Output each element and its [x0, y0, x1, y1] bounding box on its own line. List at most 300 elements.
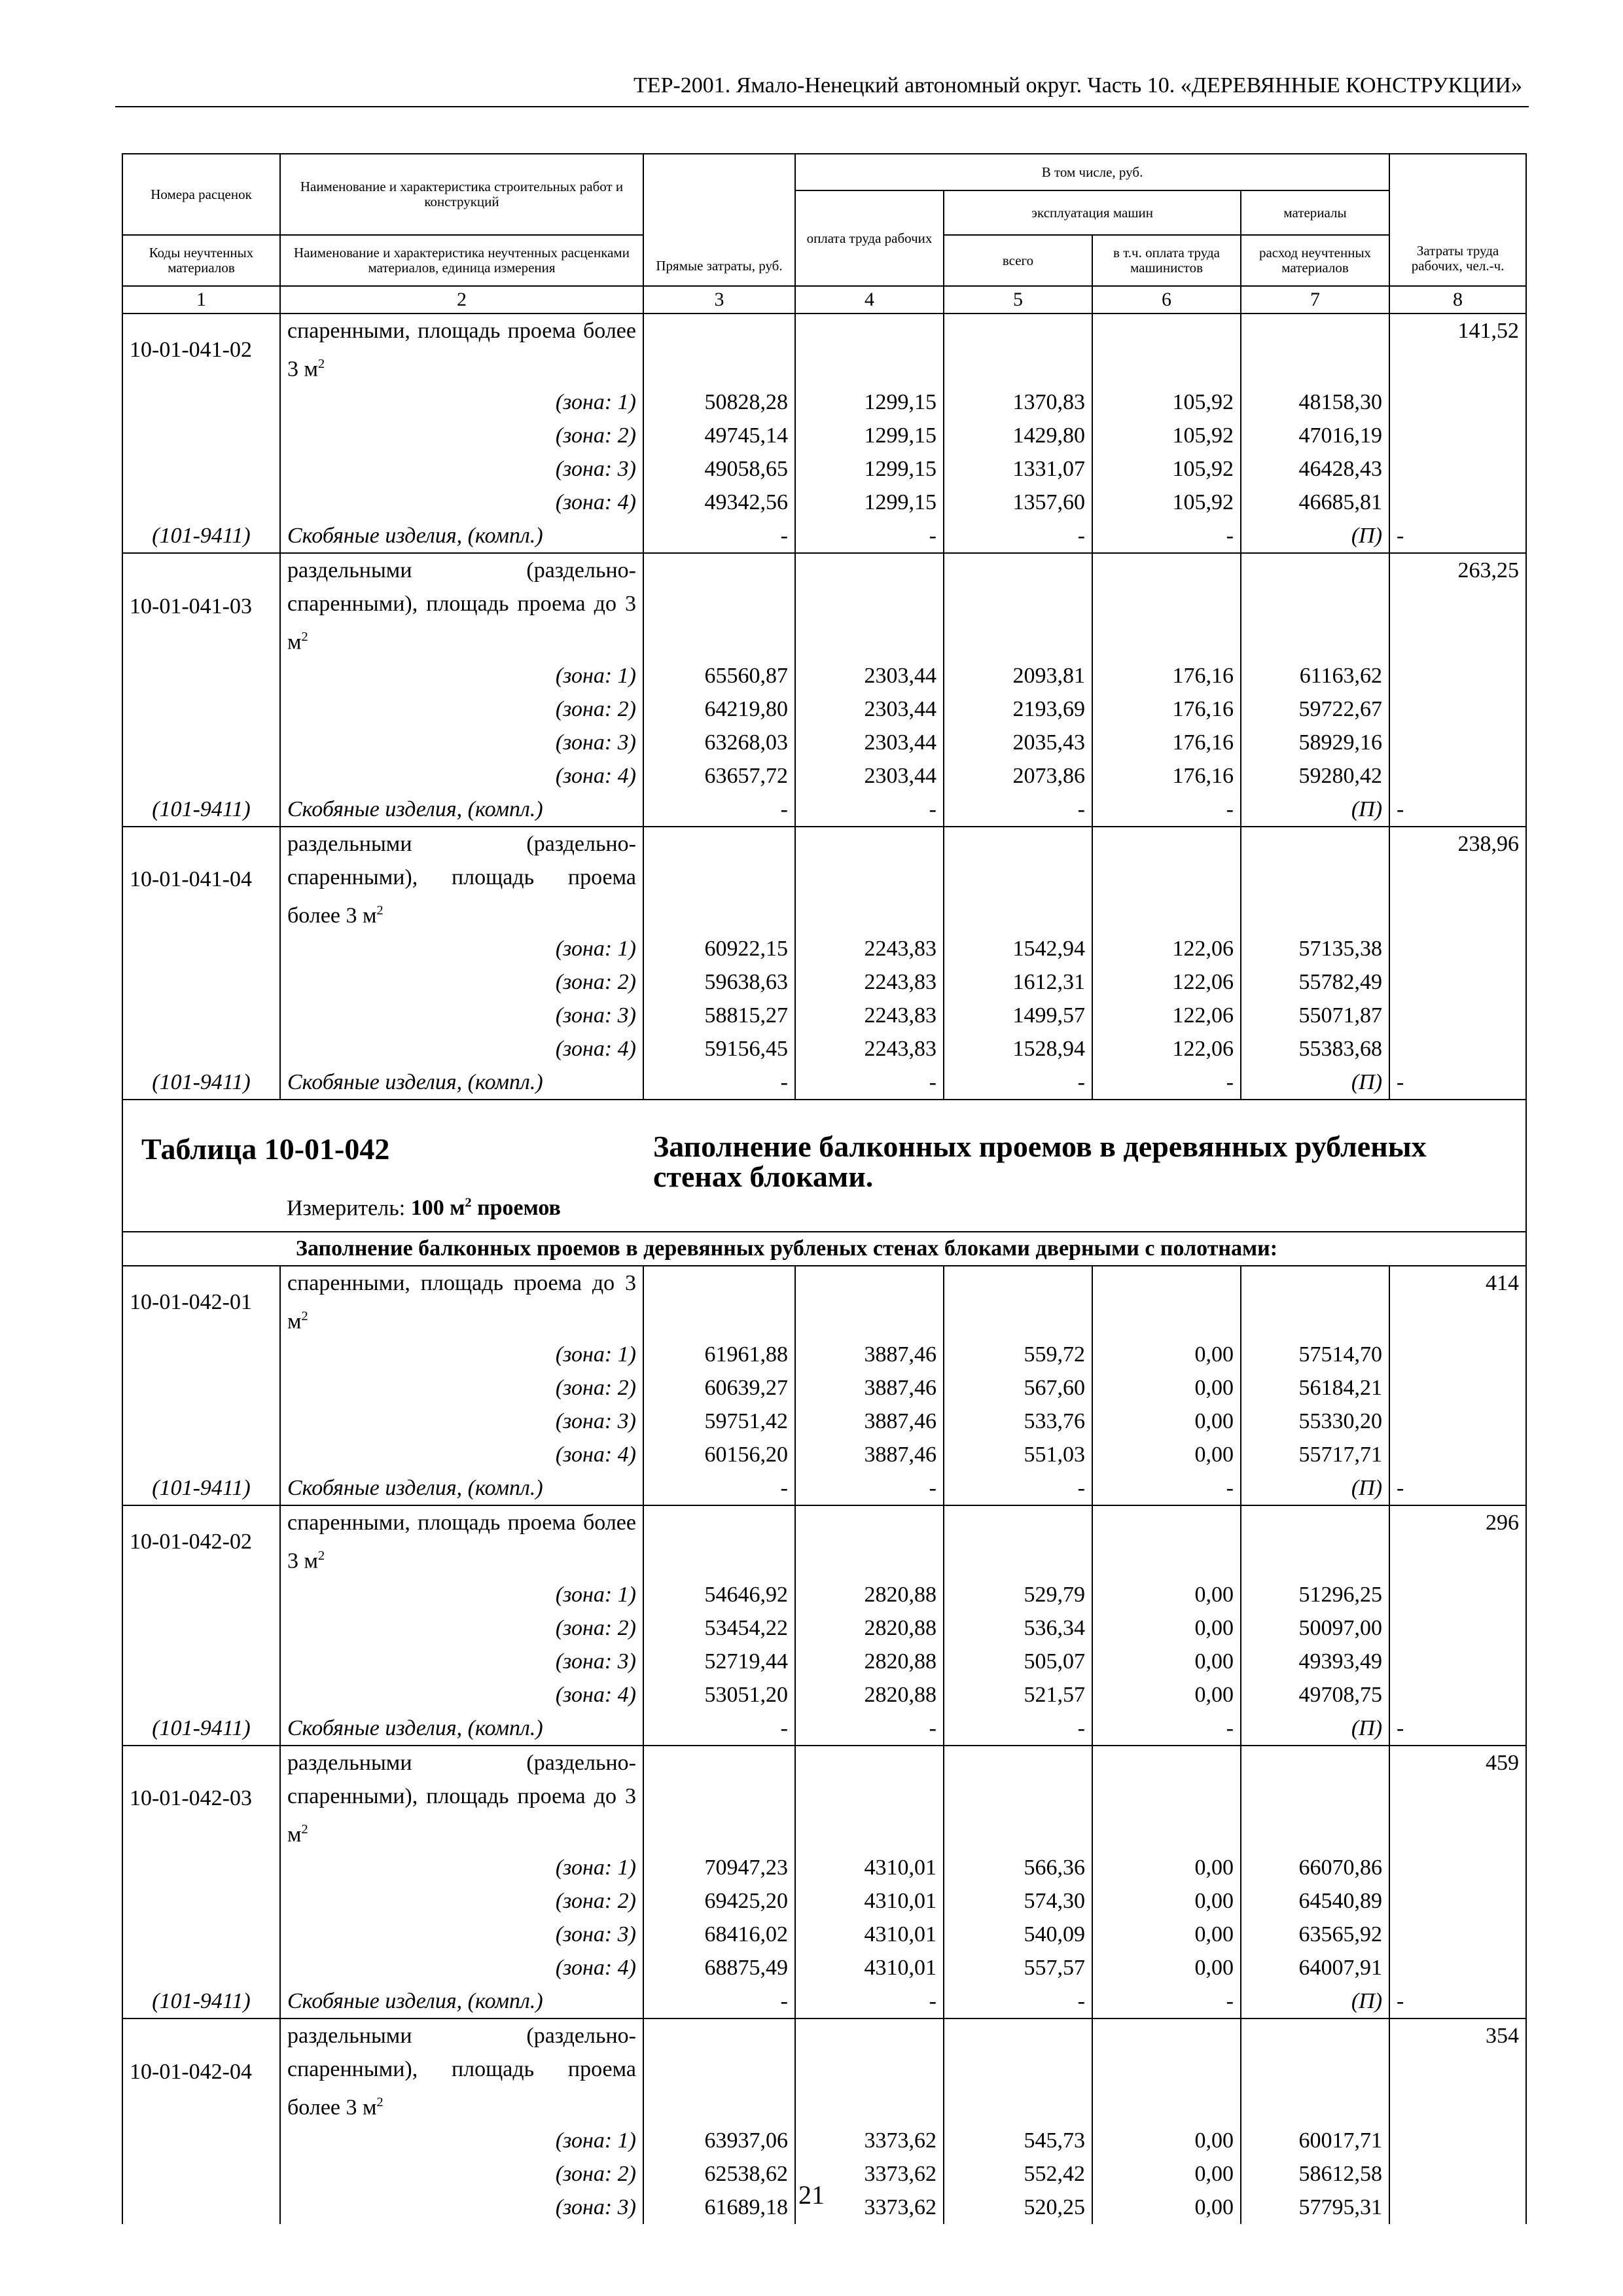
- material-cost: 58612,58: [1241, 2157, 1389, 2191]
- empty-cell: [122, 1578, 280, 1611]
- material-cost: 55383,68: [1241, 1032, 1389, 1066]
- rate-name: спаренными, площадь проема до 3 $м^2$: [280, 1266, 643, 1338]
- empty-cell: [122, 1032, 280, 1066]
- header-col4: оплата труда рабочих: [795, 190, 944, 286]
- column-number: 4: [795, 286, 944, 314]
- rate-code: 10-01-042-03: [122, 1746, 280, 1851]
- zone-label: (зона: 3): [280, 1645, 643, 1678]
- operator-wage: 176,16: [1092, 759, 1241, 793]
- column-number: 3: [643, 286, 795, 314]
- machine-cost: 545,73: [944, 2124, 1092, 2157]
- empty-cell: [643, 1746, 795, 1851]
- zone-label: (зона: 4): [280, 1951, 643, 1984]
- zone-label: (зона: 2): [280, 1884, 643, 1918]
- wage-cost: 4310,01: [795, 1918, 944, 1951]
- operator-wage: 0,00: [1092, 1884, 1241, 1918]
- direct-cost: 60639,27: [643, 1371, 795, 1405]
- header-exploit: эксплуатация машин: [944, 190, 1241, 235]
- column-number: 1: [122, 286, 280, 314]
- dash-cell: -: [944, 1712, 1092, 1746]
- direct-cost: 65560,87: [643, 659, 795, 692]
- dash-cell: -: [944, 1066, 1092, 1100]
- wage-cost: 2820,88: [795, 1578, 944, 1611]
- empty-cell: [122, 486, 280, 519]
- empty-cell: [1241, 314, 1389, 386]
- zone-row: [122, 999, 1526, 1032]
- empty-cell: [1092, 2018, 1241, 2124]
- rate-name-text: раздельными (раздельно-спаренными), площадь проема до 3 м: [287, 1750, 636, 1846]
- machine-cost: 520,25: [944, 2191, 1092, 2224]
- empty-cell: [795, 827, 944, 932]
- labour-cost: 296: [1389, 1505, 1526, 1577]
- operator-wage: 0,00: [1092, 2157, 1241, 2191]
- zone-label: (зона: 3): [280, 1918, 643, 1951]
- header-incl: В том числе, руб.: [795, 154, 1389, 190]
- column-number-row: [122, 286, 1526, 314]
- empty-cell: [1389, 1578, 1526, 1611]
- zone-label: (зона: 3): [280, 452, 643, 486]
- operator-wage: 122,06: [1092, 1032, 1241, 1066]
- direct-cost: 53454,22: [643, 1611, 795, 1645]
- zone-row: [122, 692, 1526, 726]
- direct-cost: 52719,44: [643, 1645, 795, 1678]
- zone-row: [122, 965, 1526, 999]
- operator-wage: 122,06: [1092, 965, 1241, 999]
- empty-cell: [1389, 1645, 1526, 1678]
- material-cost: 63565,92: [1241, 1918, 1389, 1951]
- zone-label: (зона: 3): [280, 1405, 643, 1438]
- empty-cell: [122, 1371, 280, 1405]
- header-col5: всего: [944, 235, 1092, 286]
- empty-cell: [643, 1266, 795, 1338]
- machine-cost: 505,07: [944, 1645, 1092, 1678]
- zone-row: [122, 1645, 1526, 1678]
- zone-label: (зона: 4): [280, 1438, 643, 1471]
- dash-cell: -: [1389, 793, 1526, 827]
- empty-cell: [1389, 419, 1526, 452]
- machine-cost: 1542,94: [944, 932, 1092, 965]
- machine-cost: 2093,81: [944, 659, 1092, 692]
- running-title: ТЕР-2001. Ямало-Ненецкий автономный округ. Часть 10. «ДЕРЕВЯННЫЕ КОНСТРУКЦИИ»: [633, 73, 1522, 98]
- zone-label: (зона: 3): [280, 2191, 643, 2224]
- material-cost: 56184,21: [1241, 1371, 1389, 1405]
- empty-cell: [1389, 1371, 1526, 1405]
- dash-cell: -: [643, 519, 795, 553]
- operator-wage: 0,00: [1092, 1918, 1241, 1951]
- table-unit: Измеритель: 100 $м^2$ проемов: [287, 1195, 561, 1221]
- direct-cost: 59156,45: [643, 1032, 795, 1066]
- rate-name-text: раздельными (раздельно-спаренными), площадь проема более 3 м: [287, 2023, 636, 2120]
- wage-cost: 1299,15: [795, 486, 944, 519]
- zone-label: (зона: 4): [280, 1678, 643, 1712]
- zone-label: (зона: 1): [280, 1851, 643, 1884]
- empty-cell: [944, 1266, 1092, 1338]
- wage-cost: 2243,83: [795, 999, 944, 1032]
- empty-cell: [1389, 759, 1526, 793]
- material-cost: 61163,62: [1241, 659, 1389, 692]
- rate-code: 10-01-041-04: [122, 827, 280, 932]
- zone-label: (зона: 1): [280, 1578, 643, 1611]
- empty-cell: [1389, 999, 1526, 1032]
- empty-cell: [1241, 1266, 1389, 1338]
- material-cost: 64540,89: [1241, 1884, 1389, 1918]
- material-code: (101-9411): [122, 519, 280, 553]
- empty-cell: [1241, 1746, 1389, 1851]
- empty-cell: [1241, 553, 1389, 658]
- empty-cell: [795, 314, 944, 386]
- zone-row: [122, 1405, 1526, 1438]
- column-number: 5: [944, 286, 1092, 314]
- material-cost: 66070,86: [1241, 1851, 1389, 1884]
- header-col2-bottom: Наименование и характеристика неучтенных расценками материалов, единица измерения: [280, 235, 643, 286]
- machine-cost: 1528,94: [944, 1032, 1092, 1066]
- material-row: [122, 1712, 1526, 1746]
- material-code: (101-9411): [122, 1984, 280, 2018]
- empty-cell: [122, 1918, 280, 1951]
- zone-row: [122, 386, 1526, 419]
- machine-cost: 1357,60: [944, 486, 1092, 519]
- dash-cell: -: [1389, 1712, 1526, 1746]
- empty-cell: [1241, 827, 1389, 932]
- operator-wage: 105,92: [1092, 486, 1241, 519]
- machine-cost: 529,79: [944, 1578, 1092, 1611]
- rate-row: [122, 1266, 1526, 1338]
- empty-cell: [122, 1884, 280, 1918]
- page-number: 21: [798, 2180, 825, 2210]
- empty-cell: [795, 2018, 944, 2124]
- empty-cell: [122, 452, 280, 486]
- rate-name: раздельными (раздельно-спаренными), площадь проема до 3 $м^2$: [280, 553, 643, 658]
- machine-cost: 1370,83: [944, 386, 1092, 419]
- direct-cost: 50828,28: [643, 386, 795, 419]
- dash-cell: -: [1092, 793, 1241, 827]
- direct-cost: 63937,06: [643, 2124, 795, 2157]
- material-cost: 55717,71: [1241, 1438, 1389, 1471]
- empty-cell: [643, 314, 795, 386]
- material-mark: (П): [1241, 1712, 1389, 1746]
- price-block: [122, 827, 1526, 1100]
- machine-cost: 540,09: [944, 1918, 1092, 1951]
- zone-label: (зона: 2): [280, 1371, 643, 1405]
- material-mark: (П): [1241, 1984, 1389, 2018]
- operator-wage: 176,16: [1092, 692, 1241, 726]
- direct-cost: 49342,56: [643, 486, 795, 519]
- wage-cost: 2243,83: [795, 932, 944, 965]
- zone-row: [122, 1611, 1526, 1645]
- empty-cell: [795, 1266, 944, 1338]
- wage-cost: 4310,01: [795, 1851, 944, 1884]
- zone-label: (зона: 4): [280, 486, 643, 519]
- empty-cell: [122, 1645, 280, 1678]
- zone-label: (зона: 2): [280, 1611, 643, 1645]
- header-col8: Затраты труда рабочих, чел.-ч.: [1389, 154, 1526, 286]
- material-row: [122, 1471, 1526, 1505]
- wage-cost: 1299,15: [795, 386, 944, 419]
- direct-cost: 53051,20: [643, 1678, 795, 1712]
- empty-cell: [122, 386, 280, 419]
- zone-label: (зона: 1): [280, 1338, 643, 1371]
- zone-row: [122, 759, 1526, 793]
- machine-cost: 1429,80: [944, 419, 1092, 452]
- wage-cost: 3373,62: [795, 2124, 944, 2157]
- rate-name: спаренными, площадь проема более 3 $м^2$: [280, 1505, 643, 1577]
- rate-name-text: спаренными, площадь проема более 3 м: [287, 1511, 636, 1573]
- material-cost: 55782,49: [1241, 965, 1389, 999]
- material-code: (101-9411): [122, 793, 280, 827]
- wage-cost: 2303,44: [795, 692, 944, 726]
- direct-cost: 62538,62: [643, 2157, 795, 2191]
- material-cost: 57795,31: [1241, 2191, 1389, 2224]
- empty-cell: [1241, 2018, 1389, 2124]
- empty-cell: [1092, 1505, 1241, 1577]
- wage-cost: 1299,15: [795, 452, 944, 486]
- material-row: [122, 519, 1526, 553]
- direct-cost: 68416,02: [643, 1918, 795, 1951]
- labour-cost: 414: [1389, 1266, 1526, 1338]
- empty-cell: [122, 726, 280, 759]
- empty-cell: [1389, 692, 1526, 726]
- price-block: [122, 314, 1526, 553]
- rate-row: [122, 1746, 1526, 1851]
- direct-cost: 68875,49: [643, 1951, 795, 1984]
- material-name: Скобяные изделия, (компл.): [280, 1066, 643, 1100]
- unit-suffix: проемов: [477, 1196, 561, 1221]
- empty-cell: [944, 1505, 1092, 1577]
- header-materials: материалы: [1241, 190, 1389, 235]
- empty-cell: [1389, 1884, 1526, 1918]
- operator-wage: 105,92: [1092, 419, 1241, 452]
- operator-wage: 0,00: [1092, 1338, 1241, 1371]
- machine-cost: 2073,86: [944, 759, 1092, 793]
- header-col6: в т.ч. оплата труда машинистов: [1092, 235, 1241, 286]
- rate-name: раздельными (раздельно-спаренными), площадь проема более 3 $м^2$: [280, 827, 643, 932]
- rate-row: [122, 314, 1526, 386]
- material-name: Скобяные изделия, (компл.): [280, 793, 643, 827]
- zone-row: [122, 1678, 1526, 1712]
- machine-cost: 1499,57: [944, 999, 1092, 1032]
- header-col1-bottom: Коды неучтенных материалов: [122, 235, 280, 286]
- material-row: [122, 793, 1526, 827]
- machine-cost: 557,57: [944, 1951, 1092, 1984]
- empty-cell: [122, 999, 280, 1032]
- material-cost: 55330,20: [1241, 1405, 1389, 1438]
- direct-cost: 69425,20: [643, 1884, 795, 1918]
- price-block: [122, 1505, 1526, 1745]
- dash-cell: -: [643, 1712, 795, 1746]
- direct-cost: 70947,23: [643, 1851, 795, 1884]
- labour-cost: 141,52: [1389, 314, 1526, 386]
- empty-cell: [1389, 2124, 1526, 2157]
- empty-cell: [795, 1505, 944, 1577]
- wage-cost: 3373,62: [795, 2157, 944, 2191]
- material-cost: 49708,75: [1241, 1678, 1389, 1712]
- material-row: [122, 1984, 1526, 2018]
- material-cost: 51296,25: [1241, 1578, 1389, 1611]
- material-cost: 50097,00: [1241, 1611, 1389, 1645]
- labour-cost: 263,25: [1389, 553, 1526, 658]
- empty-cell: [1389, 1032, 1526, 1066]
- machine-cost: 552,42: [944, 2157, 1092, 2191]
- empty-cell: [122, 1405, 280, 1438]
- machine-cost: 559,72: [944, 1338, 1092, 1371]
- zone-row: [122, 1438, 1526, 1471]
- wage-cost: 2303,44: [795, 759, 944, 793]
- labour-cost: 459: [1389, 1746, 1526, 1851]
- material-mark: (П): [1241, 1066, 1389, 1100]
- wage-cost: 2303,44: [795, 726, 944, 759]
- dash-cell: -: [1092, 1471, 1241, 1505]
- operator-wage: 0,00: [1092, 2191, 1241, 2224]
- material-cost: 60017,71: [1241, 2124, 1389, 2157]
- empty-cell: [1389, 965, 1526, 999]
- zone-label: (зона: 1): [280, 2124, 643, 2157]
- empty-cell: [122, 659, 280, 692]
- wage-cost: 2303,44: [795, 659, 944, 692]
- rate-code: 10-01-042-01: [122, 1266, 280, 1338]
- zone-row: [122, 1578, 1526, 1611]
- zone-row: [122, 659, 1526, 692]
- header-col3: Прямые затраты, руб.: [643, 154, 795, 286]
- material-cost: 47016,19: [1241, 419, 1389, 452]
- wage-cost: 3373,62: [795, 2191, 944, 2224]
- column-number: 6: [1092, 286, 1241, 314]
- operator-wage: 0,00: [1092, 1851, 1241, 1884]
- rate-row: [122, 827, 1526, 932]
- empty-cell: [1092, 1746, 1241, 1851]
- zone-row: [122, 452, 1526, 486]
- empty-cell: [1092, 827, 1241, 932]
- dash-cell: -: [643, 1066, 795, 1100]
- material-cost: 57514,70: [1241, 1338, 1389, 1371]
- wage-cost: 3887,46: [795, 1338, 944, 1371]
- dash-cell: -: [643, 793, 795, 827]
- machine-cost: 2035,43: [944, 726, 1092, 759]
- wage-cost: 2243,83: [795, 965, 944, 999]
- empty-cell: [122, 1851, 280, 1884]
- operator-wage: 105,92: [1092, 386, 1241, 419]
- zone-row: [122, 1338, 1526, 1371]
- wage-cost: 2820,88: [795, 1645, 944, 1678]
- machine-cost: 2193,69: [944, 692, 1092, 726]
- unit-value: 100 м: [410, 1196, 465, 1221]
- dash-cell: -: [643, 1984, 795, 2018]
- zone-label: (зона: 2): [280, 419, 643, 452]
- material-cost: 64007,91: [1241, 1951, 1389, 1984]
- zone-label: (зона: 1): [280, 659, 643, 692]
- zone-row: [122, 726, 1526, 759]
- material-cost: 55071,87: [1241, 999, 1389, 1032]
- rate-code: 10-01-042-02: [122, 1505, 280, 1577]
- operator-wage: 0,00: [1092, 2124, 1241, 2157]
- rate-name-text: раздельными (раздельно-спаренными), площадь проема более 3 м: [287, 831, 636, 927]
- dash-cell: -: [1092, 1984, 1241, 2018]
- rate-name: раздельными (раздельно-спаренными), площадь проема до 3 $м^2$: [280, 1746, 643, 1851]
- rate-name-text: спаренными, площадь проема до 3 м: [287, 1270, 636, 1334]
- material-cost: 46685,81: [1241, 486, 1389, 519]
- running-header: [115, 65, 1529, 107]
- zone-row: [122, 419, 1526, 452]
- zone-row: [122, 1918, 1526, 1951]
- dash-cell: -: [944, 519, 1092, 553]
- price-block: [122, 553, 1526, 826]
- dash-cell: -: [1092, 519, 1241, 553]
- dash-cell: -: [1389, 1471, 1526, 1505]
- rate-row: [122, 1505, 1526, 1577]
- wage-cost: 4310,01: [795, 1884, 944, 1918]
- empty-cell: [122, 1338, 280, 1371]
- empty-cell: [122, 932, 280, 965]
- dash-cell: -: [1389, 1984, 1526, 2018]
- material-mark: (П): [1241, 1471, 1389, 1505]
- operator-wage: 122,06: [1092, 932, 1241, 965]
- operator-wage: 0,00: [1092, 1578, 1241, 1611]
- labour-cost: 238,96: [1389, 827, 1526, 932]
- empty-cell: [122, 692, 280, 726]
- dash-cell: -: [795, 1984, 944, 2018]
- empty-cell: [944, 553, 1092, 658]
- machine-cost: 574,30: [944, 1884, 1092, 1918]
- table-label: Таблица 10-01-042: [141, 1132, 390, 1166]
- direct-cost: 54646,92: [643, 1578, 795, 1611]
- empty-cell: [122, 1678, 280, 1712]
- rate-name-text: раздельными (раздельно-спаренными), площадь проема до 3 м: [287, 558, 636, 655]
- machine-cost: 551,03: [944, 1438, 1092, 1471]
- zone-label: (зона: 1): [280, 386, 643, 419]
- price-table: [122, 153, 1527, 2224]
- unit-prefix: Измеритель:: [287, 1196, 406, 1221]
- wage-cost: 2243,83: [795, 1032, 944, 1066]
- empty-cell: [1389, 1678, 1526, 1712]
- table-header: [122, 154, 1526, 314]
- empty-cell: [1092, 314, 1241, 386]
- rate-code: 10-01-041-03: [122, 553, 280, 658]
- empty-cell: [1241, 1505, 1389, 1577]
- direct-cost: 60922,15: [643, 932, 795, 965]
- zone-label: (зона: 2): [280, 2157, 643, 2191]
- material-name: Скобяные изделия, (компл.): [280, 1471, 643, 1505]
- empty-cell: [1389, 1338, 1526, 1371]
- zone-label: (зона: 3): [280, 726, 643, 759]
- machine-cost: 533,76: [944, 1405, 1092, 1438]
- empty-cell: [795, 1746, 944, 1851]
- dash-cell: -: [1092, 1066, 1241, 1100]
- dash-cell: -: [1389, 519, 1526, 553]
- machine-cost: 536,34: [944, 1611, 1092, 1645]
- column-number: 2: [280, 286, 643, 314]
- rate-code: 10-01-041-02: [122, 314, 280, 386]
- material-cost: 59280,42: [1241, 759, 1389, 793]
- empty-cell: [1389, 726, 1526, 759]
- zone-label: (зона: 4): [280, 1032, 643, 1066]
- empty-cell: [1389, 1405, 1526, 1438]
- rate-name: раздельными (раздельно-спаренными), площадь проема более 3 $м^2$: [280, 2018, 643, 2124]
- material-cost: 49393,49: [1241, 1645, 1389, 1678]
- empty-cell: [1092, 553, 1241, 658]
- dash-cell: -: [795, 1712, 944, 1746]
- material-name: Скобяные изделия, (компл.): [280, 1712, 643, 1746]
- zone-label: (зона: 4): [280, 759, 643, 793]
- empty-cell: [122, 1611, 280, 1645]
- empty-cell: [1389, 1851, 1526, 1884]
- empty-cell: [1389, 1918, 1526, 1951]
- price-block: [122, 1746, 1526, 2018]
- zone-row: [122, 932, 1526, 965]
- empty-cell: [643, 827, 795, 932]
- material-mark: (П): [1241, 519, 1389, 553]
- material-cost: 48158,30: [1241, 386, 1389, 419]
- dash-cell: -: [795, 1066, 944, 1100]
- zone-row: [122, 486, 1526, 519]
